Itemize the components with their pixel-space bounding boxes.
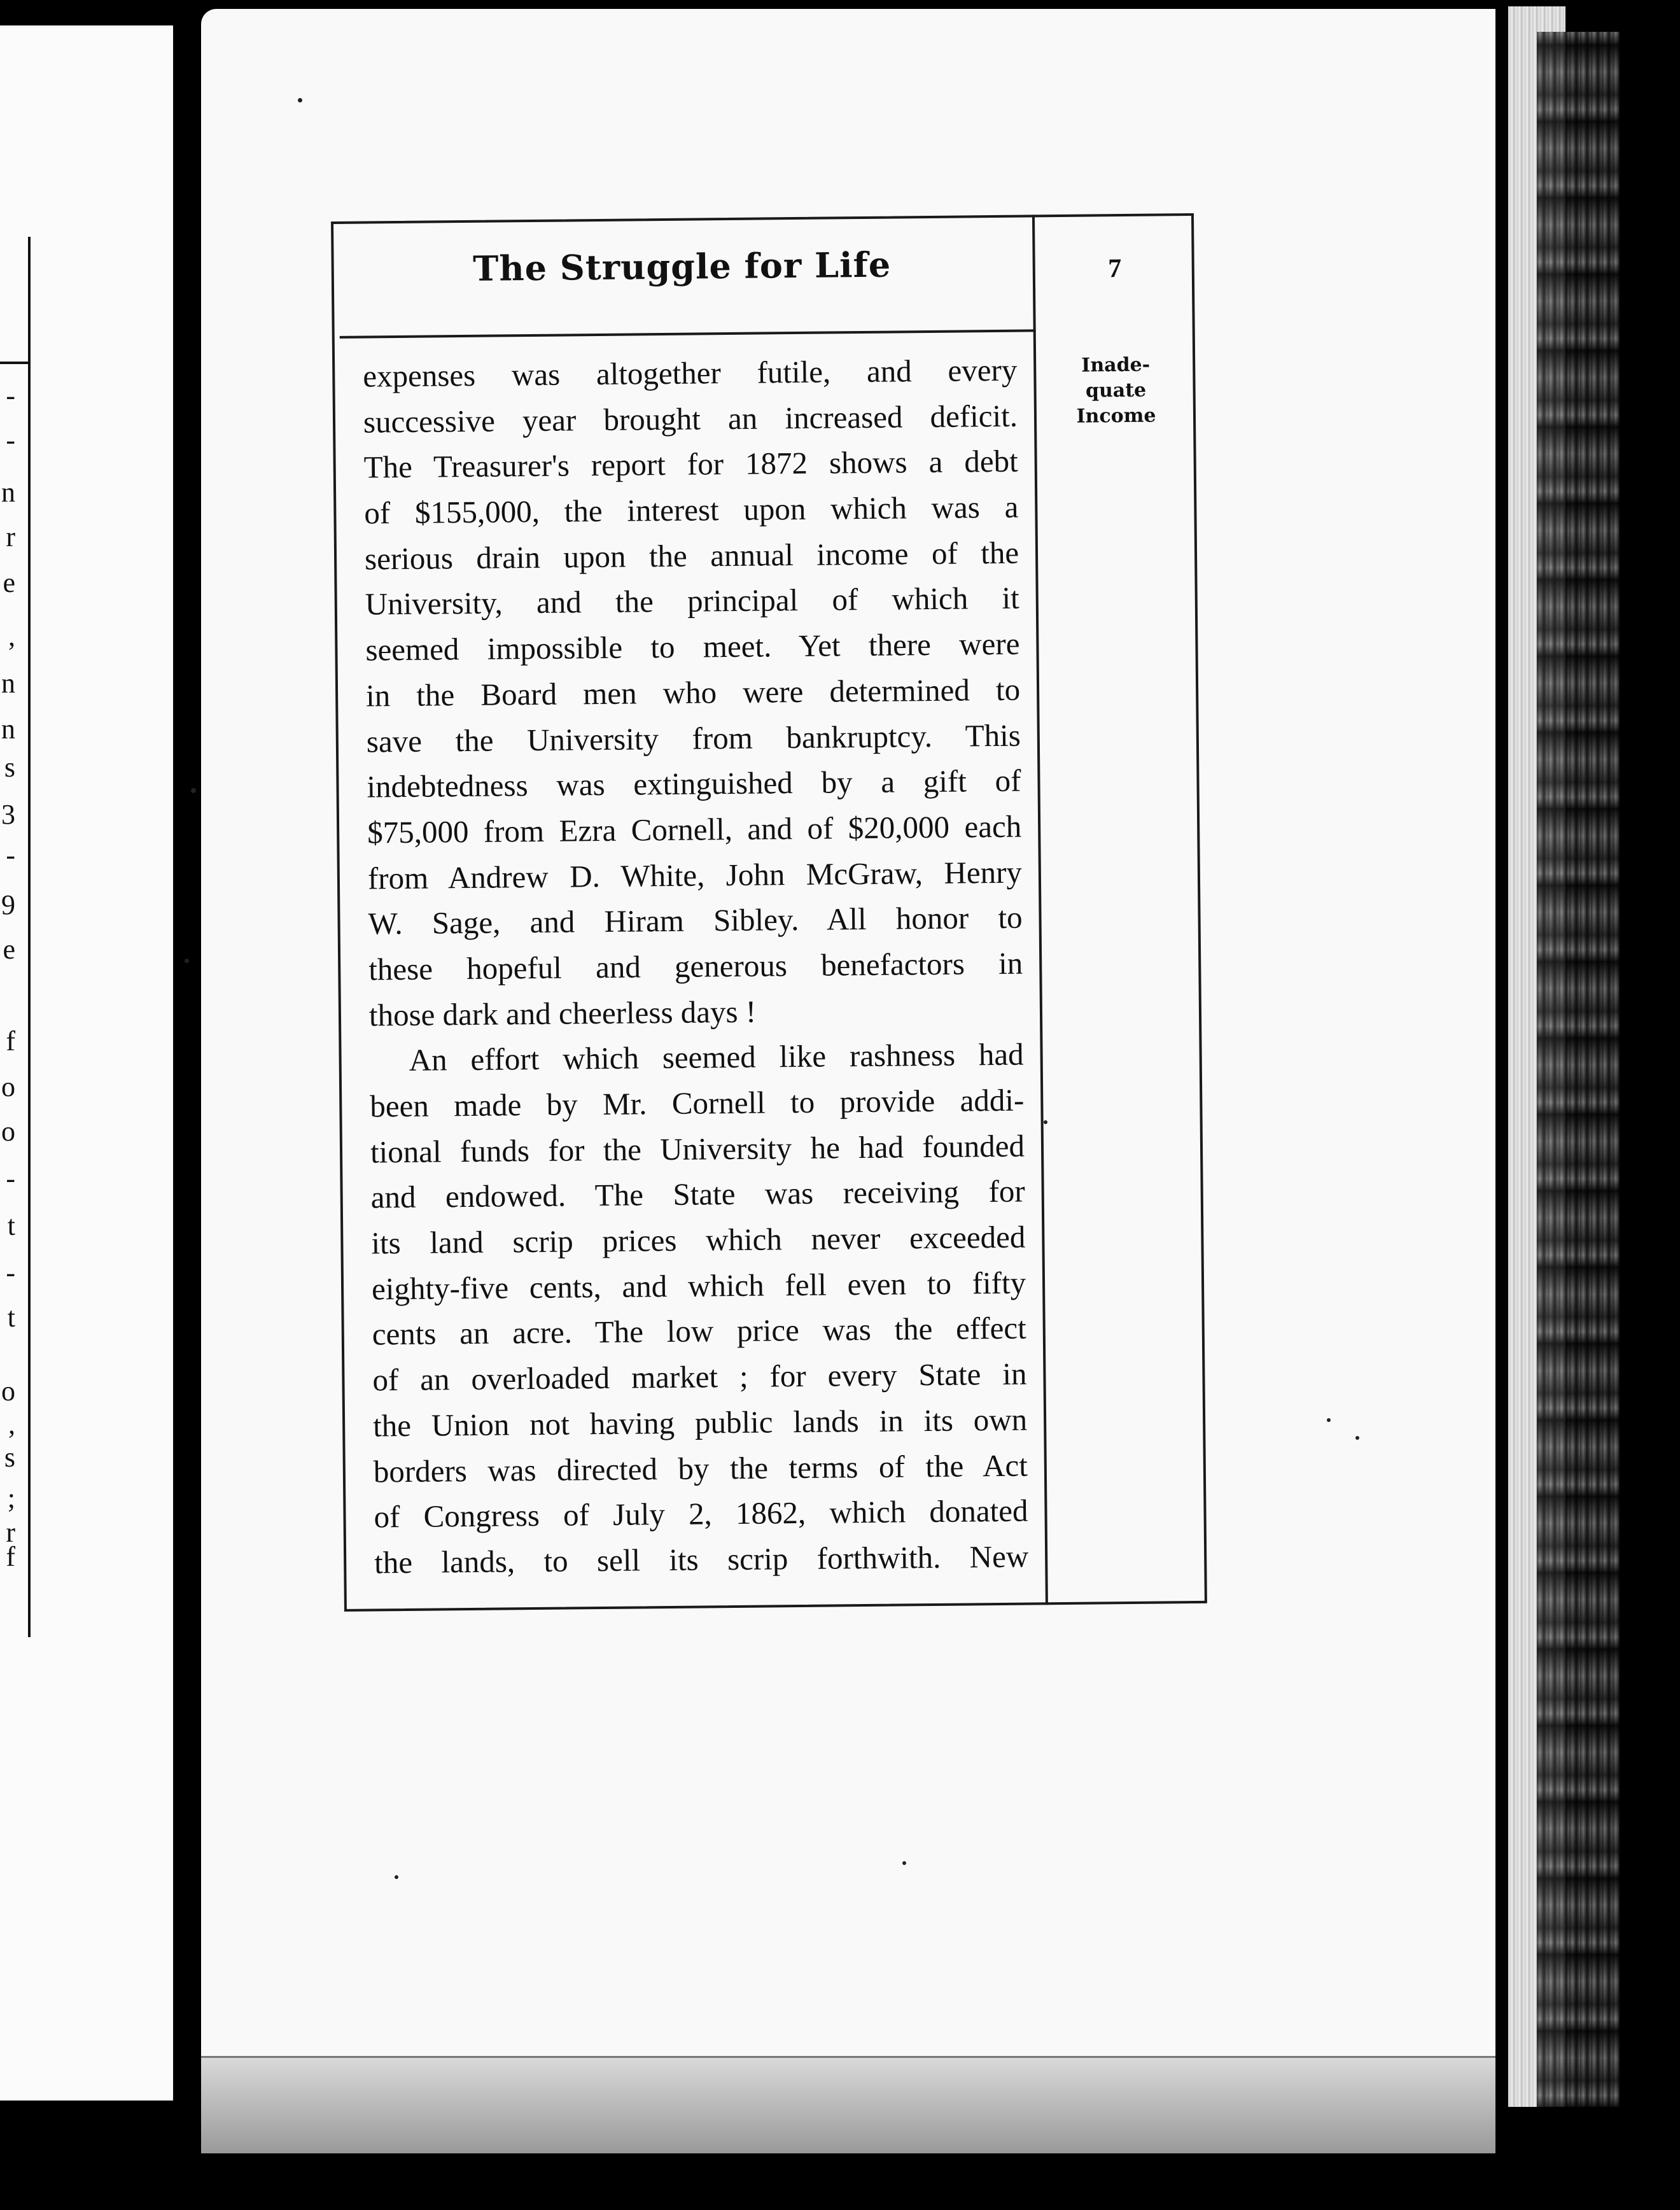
text-line: tional funds for the University he had founded <box>370 1128 1025 1170</box>
text-line: of an overloaded market ; for every State in <box>372 1356 1027 1398</box>
text-line: University, and the principal of which it <box>365 581 1019 622</box>
facing-page-char: - <box>6 1163 15 1194</box>
facing-page-char: o <box>1 1071 15 1102</box>
facing-page-char: 3 <box>1 799 15 830</box>
facing-page-char: f <box>6 1025 15 1057</box>
text-line: indebtedness was extinguished by a gift of <box>367 763 1021 805</box>
facing-page-char: f <box>6 1541 15 1572</box>
facing-page-char: 9 <box>1 889 15 920</box>
paper-speck <box>191 788 196 793</box>
binding-wear <box>1537 32 1620 2107</box>
facing-page-char: n <box>1 477 15 508</box>
paragraph-first-line: An effort which seemed like rashness had <box>409 1036 1024 1078</box>
facing-page-frame-rule <box>28 237 31 1637</box>
text-line: W. Sage, and Hiram Sibley. All honor to <box>368 899 1023 941</box>
text-line: serious drain upon the annual income of the <box>364 535 1019 577</box>
paper-speck <box>902 1861 906 1865</box>
text-line: save the University from bankruptcy. This <box>366 717 1021 759</box>
paper-speck <box>1044 1120 1047 1124</box>
facing-page-char: n <box>1 668 15 699</box>
text-line: its land scrip prices which never exceeded <box>371 1219 1026 1261</box>
paper-speck <box>1355 1436 1359 1440</box>
text-line: borders was directed by the terms of the Act <box>373 1447 1028 1489</box>
facing-page-char: o <box>1 1116 15 1147</box>
body-text <box>363 348 1029 1586</box>
facing-page-char: , <box>8 1409 15 1440</box>
facing-page-left <box>0 25 191 2101</box>
facing-page-char: t <box>7 1210 15 1241</box>
marginal-note-line: Inade- <box>1081 353 1151 377</box>
marginal-note-line: Income <box>1076 404 1156 428</box>
text-line: the Union not having public lands in its own <box>372 1402 1028 1444</box>
running-head: The Struggle for Life <box>472 244 892 289</box>
text-line: seemed impossible to meet. Yet there were <box>365 626 1020 668</box>
paper-speck <box>1327 1418 1331 1422</box>
paper-speck <box>395 1875 398 1879</box>
page-number: 7 <box>1108 254 1122 284</box>
text-line: in the Board men who were determined to <box>365 672 1021 714</box>
facing-page-char: ; <box>7 1482 15 1514</box>
text-frame <box>331 213 1207 1612</box>
paragraph-end-line: those dark and cheerless days ! <box>368 994 757 1033</box>
text-line: successive year brought an increased deficit. <box>363 398 1018 440</box>
text-line: the lands, to sell its scrip forthwith. New <box>374 1538 1029 1580</box>
marginal-note <box>1036 352 1196 430</box>
text-line: been made by Mr. Cornell to provide addi- <box>370 1082 1025 1124</box>
facing-page-char: r <box>6 1517 15 1548</box>
facing-page-char: t <box>7 1302 15 1333</box>
facing-page-char: - <box>6 840 15 871</box>
facing-page-header-rule <box>0 362 31 364</box>
text-line: and endowed. The State was receiving for <box>370 1173 1025 1215</box>
facing-page-char: - <box>6 380 15 411</box>
facing-page-char: o <box>1 1376 15 1407</box>
facing-page-char: s <box>4 1442 15 1473</box>
facing-page-char: - <box>6 1257 15 1288</box>
facing-page-char: s <box>4 752 15 783</box>
page-bottom-shadow <box>201 2056 1633 2153</box>
text-line: expenses was altogether futile, and every <box>363 352 1018 394</box>
paper-speck <box>185 959 189 963</box>
text-line: of Congress of July 2, 1862, which donated <box>374 1493 1028 1535</box>
text-line: of $155,000, the interest upon which was a <box>364 489 1019 531</box>
facing-page-char: - <box>6 425 15 456</box>
text-line: eighty-five cents, and which fell even to fifty <box>371 1265 1026 1307</box>
facing-page-char: n <box>1 714 15 745</box>
facing-page-char: e <box>3 934 15 965</box>
text-line: these hopeful and generous benefactors in <box>368 945 1023 987</box>
facing-page-char: r <box>6 521 15 552</box>
text-line: from Andrew D. White, John McGraw, Henry <box>367 854 1023 896</box>
facing-page-char: , <box>8 621 15 652</box>
facing-page-char: e <box>3 567 15 598</box>
text-line: cents an acre. The low price was the effect <box>372 1311 1027 1352</box>
text-line: $75,000 from Ezra Cornell, and of $20,000 each <box>367 808 1022 850</box>
text-line: The Treasurer's report for 1872 shows a debt <box>363 444 1018 485</box>
paper-speck <box>298 98 302 102</box>
marginal-note-line: quate <box>1085 379 1147 402</box>
